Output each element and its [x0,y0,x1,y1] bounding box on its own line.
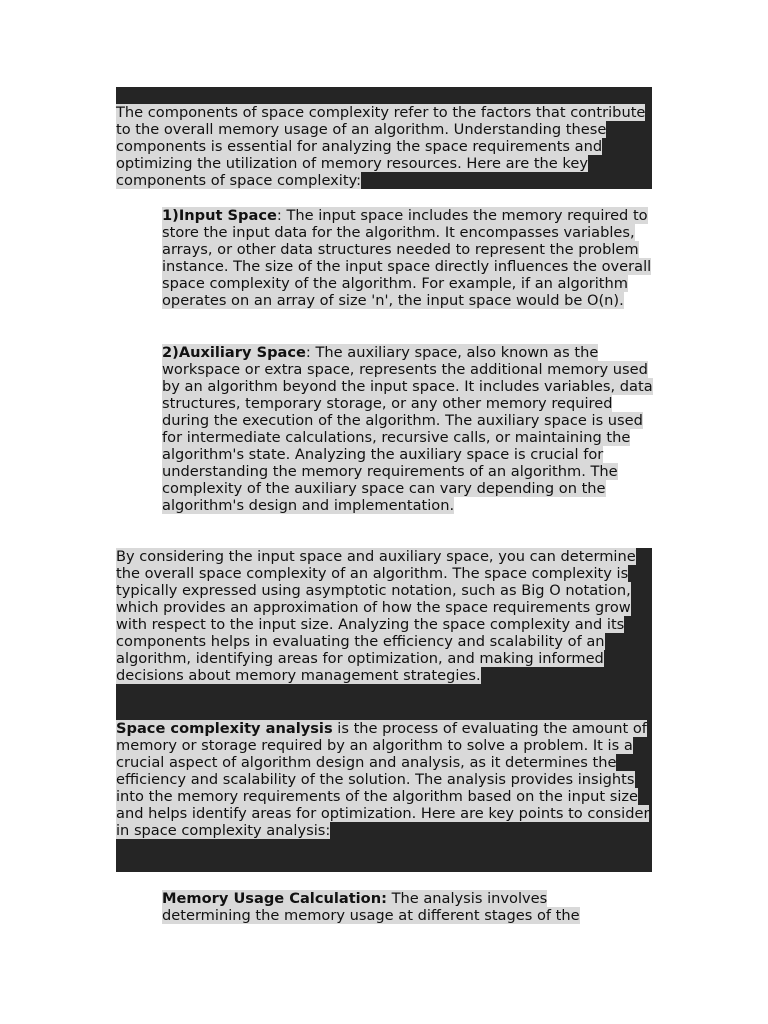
intro-paragraph [116,87,652,189]
input-space-item [162,207,654,309]
summary-text: By considering the input space and auxiliary space, you can determine the overall space complexity of an algorithm. The space complexity is typically expressed using asymptotic notation, such as Big O notation, which provides an approximation of how the space requirements grow with respect to the input size. Analyzing the space complexity and its components helps in evaluating the efficiency and scalability of an algorithm, identifying areas for optimization, and making informed decisions about memory management strategies. [116,548,636,684]
input-space-paragraph [162,207,654,309]
summary-paragraph [116,548,652,684]
intro-text: The components of space complexity refer to the factors that contribute to the overall memory usage of an algorithm. Understanding these components is essential for analyzing the space requirements and optimizing the utilization of memory resources. Here are the key components of space complexity: [116,104,646,189]
memory-usage-paragraph [162,890,612,924]
auxiliary-space-heading: 2)Auxiliary Space [162,344,306,361]
analysis-text: is the process of evaluating the amount of memory or storage required by an algorithm to solve a problem. It is a crucial aspect of algorithm design and analysis, as it determines the efficiency and scalability of the solution. The analysis provides insights into the memory requirements of the algorithm based on the input size and helps identify areas for optimization. Here are key points to consider in space complexity analysis: [116,720,650,839]
input-space-heading: 1)Input Space [162,207,277,224]
intro-block [116,87,652,189]
auxiliary-space-paragraph [162,344,654,514]
auxiliary-space-item [162,344,654,514]
input-space-text: : The input space includes the memory required to store the input data for the algorithm. It encompasses variables, arrays, or other data structures needed to represent the problem instance. The size of the input space directly influences the overall space complexity of the algorithm. For example, if an algorithm operates on an array of size 'n', the input space would be O(n). [162,207,652,309]
memory-usage-item [162,890,612,924]
analysis-paragraph [116,720,652,839]
analysis-heading: Space complexity analysis [116,720,333,737]
summary-analysis-block [116,548,652,872]
auxiliary-space-text: : The auxiliary space, also known as the workspace or extra space, represents the additional memory used by an algorithm beyond the input space. It includes variables, data structures, temporary storage, or any other memory required during the execution of the algorithm. The auxiliary space is used for intermediate calculations, recursive calls, or maintaining the algorithm's state. Analyzing the auxiliary space is crucial for understanding the memory requirements of an algorithm. The complexity of the auxiliary space can vary depending on the algorithm's design and implementation. [162,344,653,514]
memory-usage-text: The analysis involves determining the memory usage at different stages of the [162,890,580,924]
memory-usage-heading: Memory Usage Calculation: [162,890,387,907]
